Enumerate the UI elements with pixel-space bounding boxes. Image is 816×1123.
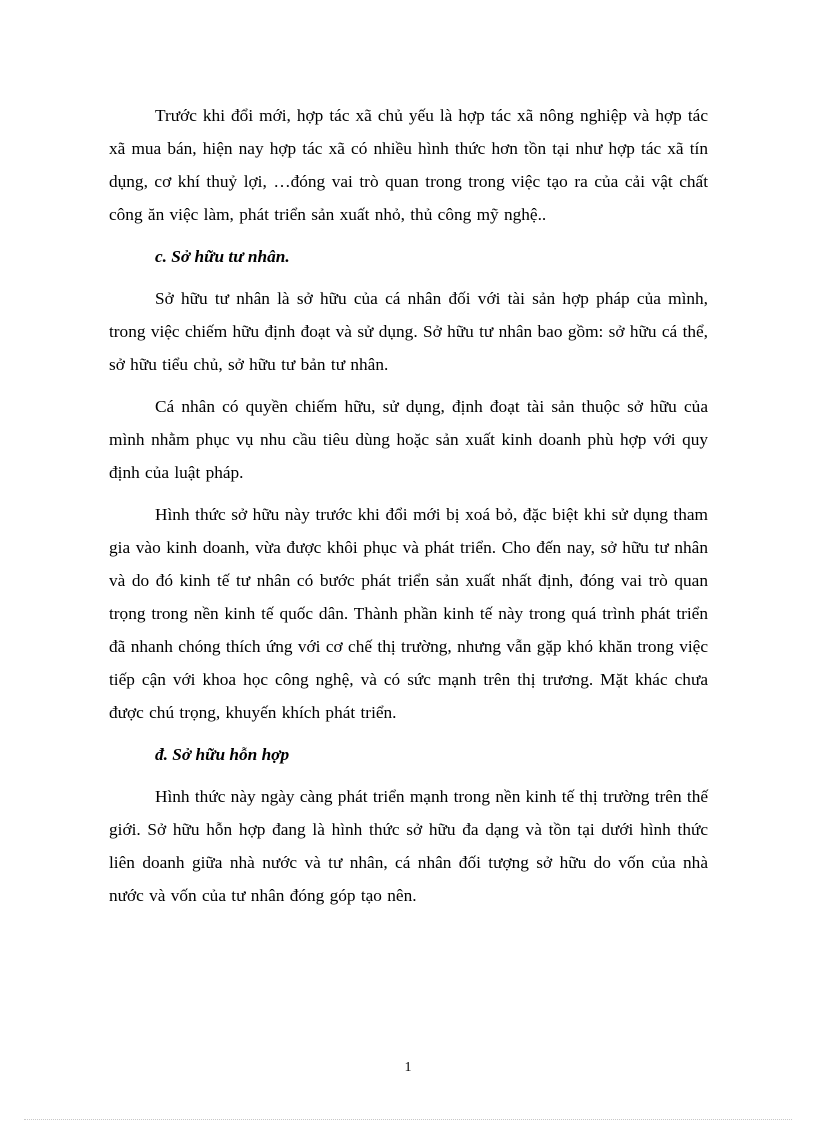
page-bottom-divider <box>24 1119 792 1120</box>
section-heading-mixed-ownership: đ. Sở hữu hỗn hợp <box>155 745 290 764</box>
paragraph-private-ownership-definition: Sở hữu tư nhân là sở hữu của cá nhân đối với tài sản hợp pháp của mình, trong việc chiếm hữu định đoạt và sử dụng. Sở hữu tư nhân bao gồm: sở hữu cá thể, sở hữu tiểu chủ, sở hữu tư bản tư nhân. <box>109 289 708 374</box>
page-number: 1 <box>404 1060 412 1075</box>
section-heading-private-ownership: c. Sở hữu tư nhân. <box>155 247 290 266</box>
paragraph-private-ownership-development: Hình thức sở hữu này trước khi đổi mới bị xoá bỏ, đặc biệt khi sử dụng tham gia vào kinh doanh, vừa được khôi phục và phát triển. Cho đến nay, sở hữu tư nhân và do đó kinh tế tư nhân có bước phát triển sản xuất nhất định, đóng vai trò quan trọng trong nền kinh tế quốc dân. Thành phần kinh tế này trong quá trình phát triển đã nhanh chóng thích ứng với cơ chế thị trường, nhưng vẫn gặp khó khăn trong việc tiếp cận với khoa học công nghệ, và có sức mạnh trên thị trương. Mặt khác chưa được chú trọng, khuyến khích phát triển. <box>109 505 708 722</box>
paragraph-mixed-ownership: Hình thức này ngày càng phát triển mạnh trong nền kinh tế thị trường trên thế giới. Sở hữu hỗn hợp đang là hình thức sở hữu đa dạng và tồn tại dưới hình thức liên doanh giữa nhà nước và tư nhân, cá nhân đối tượng sở hữu do vốn của nhà nước và vốn của tư nhân đóng góp tạo nên. <box>109 787 709 905</box>
paragraph-cooperatives: Trước khi đổi mới, hợp tác xã chủ yếu là hợp tác xã nông nghiệp và hợp tác xã mua bán, hiện nay hợp tác xã có nhiều hình thức hơn tồn tại như hợp tác xã tín dụng, cơ khí thuỷ lợi, …đóng vai trò quan trong trong việc tạo ra của cải vật chất công ăn việc làm, phát triển sản xuất nhỏ, thủ công mỹ nghệ.. <box>109 106 708 224</box>
document-body <box>109 99 708 921</box>
paragraph-individual-rights: Cá nhân có quyền chiếm hữu, sử dụng, định đoạt tài sản thuộc sở hữu của mình nhằm phục vụ nhu cầu tiêu dùng hoặc sản xuất kinh doanh phù hợp với quy định của luật pháp. <box>109 397 708 482</box>
